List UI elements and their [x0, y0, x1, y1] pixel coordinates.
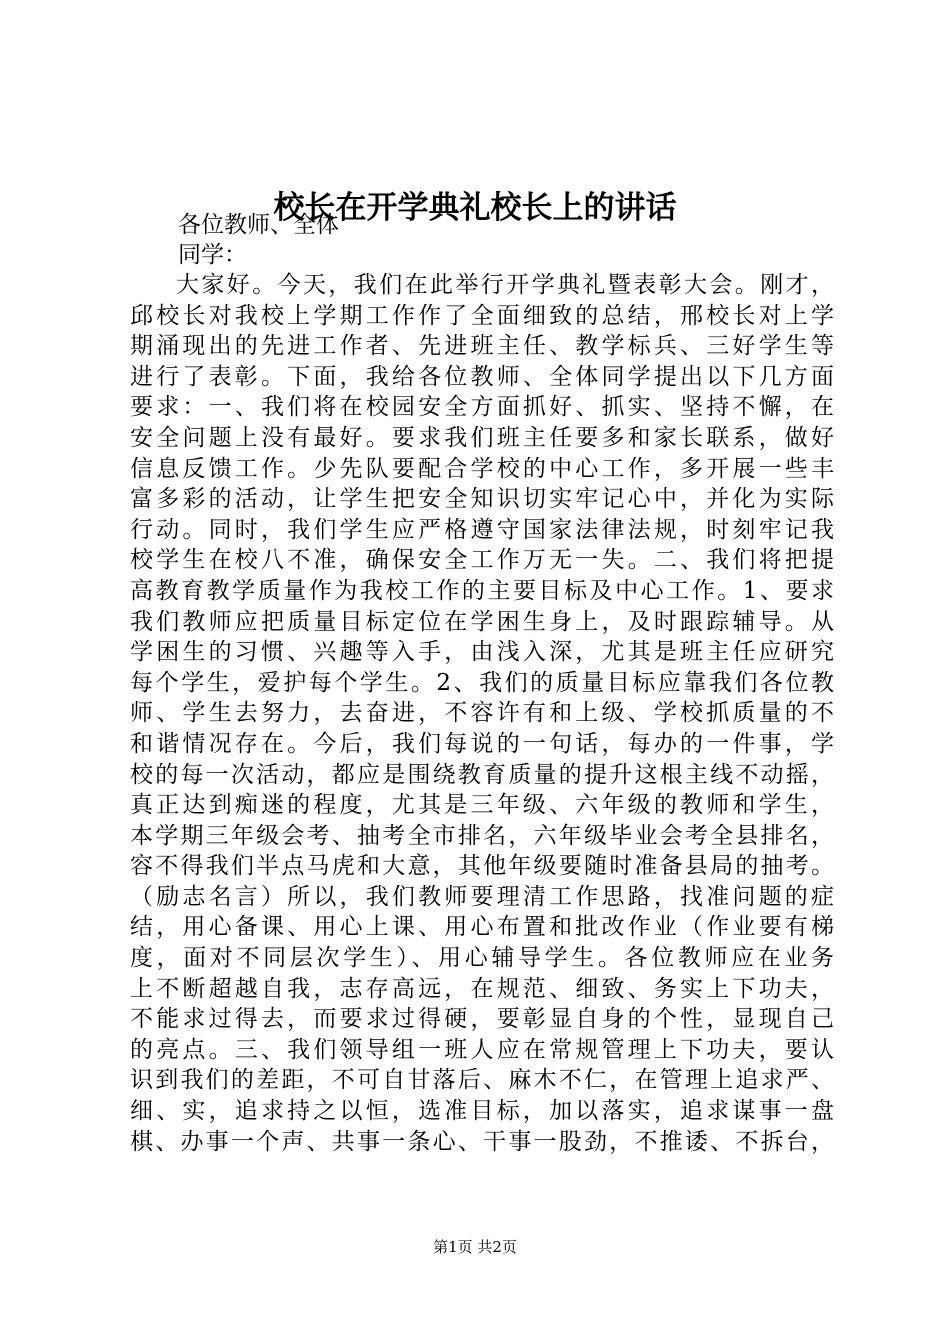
- body-line: 棋、办事一个声、共事一条心、干事一股劲，不推诿、不拆台，: [130, 1128, 834, 1155]
- body-line: 每个学生，爱护每个学生。2、我们的质量目标应靠我们各位教: [130, 669, 834, 696]
- body-line: 上不断超越自我，志存高远，在规范、细致、务实上下功夫，: [130, 975, 834, 1002]
- body-line: 的亮点。三、我们领导组一班人应在常规管理上下功夫，要认: [130, 1036, 834, 1063]
- body-line: （励志名言）所以，我们教师要理清工作思路，找准问题的症: [130, 883, 834, 910]
- body-line: 学困生的习惯、兴趣等入手，由浅入深，尤其是班主任应研究: [130, 639, 834, 666]
- body-line: 进行了表彰。下面，我给各位教师、全体同学提出以下几方面: [130, 363, 834, 390]
- body-line: 容不得我们半点马虎和大意，其他年级要随时准备县局的抽考。: [130, 853, 834, 880]
- body-line: 度，面对不同层次学生）、用心辅导学生。各位教师应在业务: [130, 945, 834, 972]
- document-title: 校长在开学典礼校长上的讲话: [273, 190, 677, 226]
- body-text: [130, 270, 834, 1157]
- salutation-line-2: 同学：: [178, 242, 247, 268]
- body-line: 邱校长对我校上学期工作作了全面细致的总结，邢校长对上学: [130, 302, 834, 329]
- body-line: 真正达到痴迷的程度，尤其是三年级、六年级的教师和学生，: [130, 792, 834, 819]
- body-line: 信息反馈工作。少先队要配合学校的中心工作，多开展一些丰: [130, 455, 834, 482]
- page-footer: 第1页 共2页: [433, 1238, 517, 1256]
- body-line: 要求：一、我们将在校园安全方面抓好、抓实、坚持不懈，在: [130, 394, 834, 421]
- body-line: 结，用心备课、用心上课、用心布置和批改作业（作业要有梯: [130, 914, 834, 941]
- body-line: 识到我们的差距，不可自甘落后、麻木不仁，在管理上追求严、: [130, 1067, 834, 1094]
- body-line: 细、实，追求持之以恒，选准目标，加以落实，追求谋事一盘: [130, 1098, 834, 1125]
- body-line: 期涌现出的先进工作者、先进班主任、教学标兵、三好学生等: [130, 333, 834, 360]
- body-line: 本学期三年级会考、抽考全市排名，六年级毕业会考全县排名，: [130, 822, 834, 849]
- body-line: 我们教师应把质量目标定位在学困生身上，及时跟踪辅导。从: [130, 608, 834, 635]
- body-line: 校的每一次活动，都应是围绕教育质量的提升这根主线不动摇，: [130, 761, 834, 788]
- salutation-line-1: 各位教师、全体: [178, 212, 339, 238]
- body-line: 大家好。今天，我们在此举行开学典礼暨表彰大会。刚才，: [176, 272, 834, 298]
- body-line: 安全问题上没有最好。要求我们班主任要多和家长联系，做好: [130, 424, 834, 451]
- body-line: 行动。同时，我们学生应严格遵守国家法律法规，时刻牢记我: [130, 516, 834, 543]
- body-line: 校学生在校八不准，确保安全工作万无一失。二、我们将把提: [130, 547, 834, 574]
- body-line: 师、学生去努力，去奋进，不容许有和上级、学校抓质量的不: [130, 700, 834, 727]
- body-line: 不能求过得去，而要求过得硬，要彰显自身的个性，显现自己: [130, 1006, 834, 1033]
- body-line: 高教育教学质量作为我校工作的主要目标及中心工作。1、要求: [130, 577, 834, 604]
- body-line: 富多彩的活动，让学生把安全知识切实牢记心中，并化为实际: [130, 486, 834, 513]
- body-line: 和谐情况存在。今后，我们每说的一句话，每办的一件事，学: [130, 730, 834, 757]
